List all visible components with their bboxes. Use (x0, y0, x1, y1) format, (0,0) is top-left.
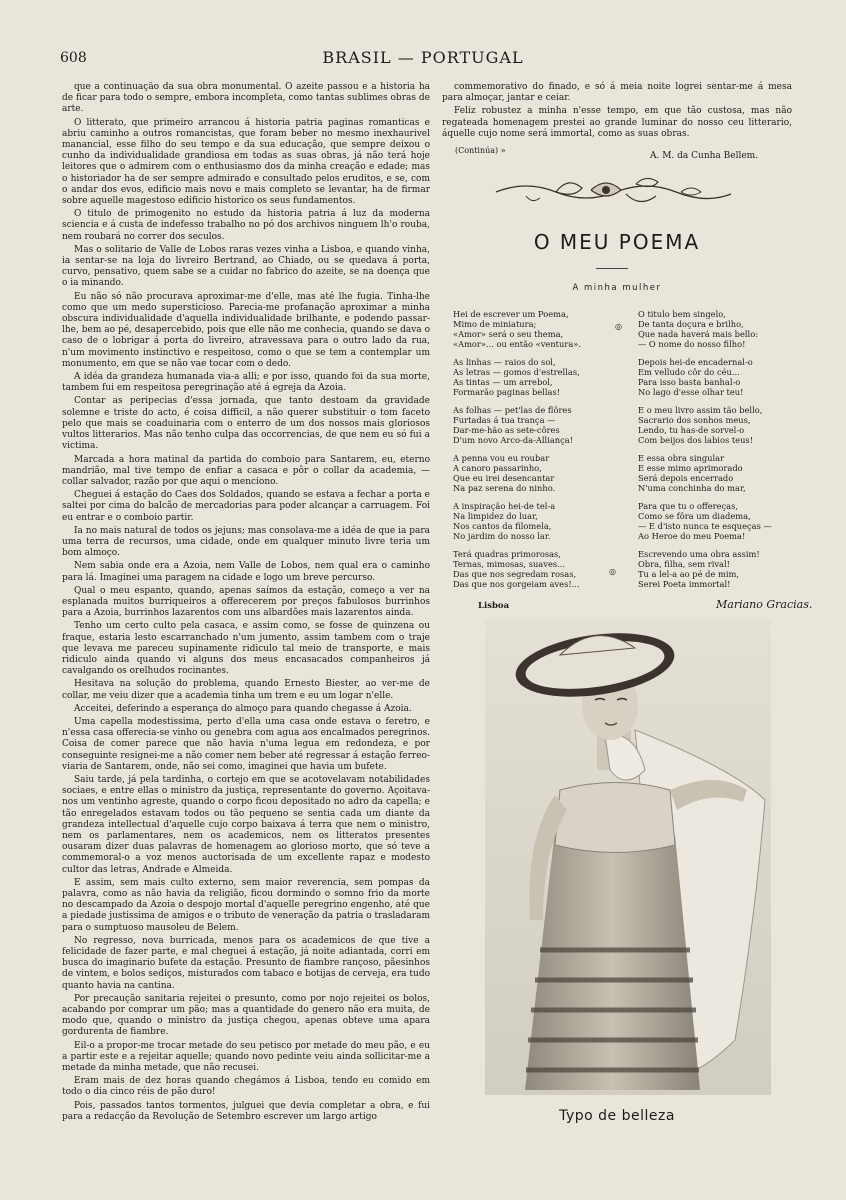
article-paragraph: A idéa da grandeza humanada via-a alli; e por isso, quando foi da sua morte, tambem fui em respeitosa peregrinação até á egreja da Azoia. (62, 372, 430, 394)
poem-line: Furtadas á tua trança — (453, 415, 556, 425)
poem-line: D'um novo Arco-da-Alliança! (453, 435, 574, 445)
poem-line: No lago d'esse olhar teu! (638, 387, 744, 397)
left-column-article (62, 82, 430, 1177)
article-paragraph: Acceitei, deferindo a esperança do almoço para quando chegasse á Azoia. (74, 703, 412, 714)
poem-line: As folhas — pet'las de flôres (453, 405, 572, 415)
article-paragraph: que a continuação da sua obra monumental. O azeite passou e a historia ha de ficar para todo o sempre, embora incompleta, como tantas sublimes obras de arte. (62, 82, 430, 115)
poem-line: O titulo bem singelo, (638, 309, 726, 319)
poem-line: As linhas — raios do sol, (453, 357, 556, 367)
poem-title: O MEU POEMA (533, 230, 701, 254)
poem-left-verses (453, 309, 608, 597)
article-paragraph: Cheguei á estação do Caes dos Soldados, quando se estava a fechar a porta e saltei por cima do balcão de mercadorias para poder alcançar a carruagem. Foi eu entrar e o comboio partir. (62, 490, 430, 523)
poem-line: A inspiração hei-de tel-a (453, 501, 556, 511)
poem-line: Ternas, mimosas, suaves... (453, 559, 566, 569)
poem-line: Formarão paginas bellas! (453, 387, 561, 397)
poem-line: — O nome do nosso filho! (638, 339, 746, 349)
poem-line: Com beijos dos labios teus! (638, 435, 754, 445)
poem-line: Dar-me-hão as sete-côres (453, 425, 560, 435)
poem-line: Mimo de miniatura; (453, 319, 537, 329)
poem-line: Serei Poeta immortal! (638, 579, 731, 589)
poem-line: Como se fôra um diadema, (638, 511, 751, 521)
poem-dedication: A minha mulher (572, 283, 662, 293)
poem-line: Na paz serena do ninho. (453, 483, 556, 493)
poem-line: E esse mimo aprimorado (638, 463, 743, 473)
poem-line: Tu a lel-a ao pé de mim, (638, 569, 740, 579)
poem-stanza (453, 357, 608, 397)
poem-stanza (453, 501, 608, 541)
article-paragraph: Nem sabia onde era a Azoia, nem Valle de Lobos, nem qual era o caminho para lá. Imaginei uma paragem na cidade e logo um breve percurso. (62, 561, 430, 583)
poem-line: Sacrario dos sonhos meus, (638, 415, 751, 425)
article-paragraph: Feliz robustez a minha n'esse tempo, em que tão custosa, mas não regateada homenagem prestei ao grande luminar do nosso ceu litterario, áquelle cujo nome será immortal, como as suas obras. (442, 106, 792, 139)
article-paragraph: Contar as peripecias d'essa jornada, que tanto destoam da gravidade solemne e triste do acto, é coisa difficil, a não querer substituir o tom faceto pelo que mais se coaduinaria com o enterro de um dos nossos mais gloriosos vultos litterarios. Mas não tenho culpa das occorrencias, de que nem eu só fui a victima. (62, 396, 430, 452)
article-paragraph: O titulo de primogenito no estudo da historia patria á luz da moderna sciencia e á custa de indefesso trabalho no pó dos archivos ninguem lh'o rouba, nem roubará no correr dos seculos. (62, 209, 430, 242)
article-paragraph: Eu não só não procurava aproximar-me d'elle, mas até lhe fugia. Tinha-lhe como que um medo supersticioso. Parecia-me profanação aproximar a minha obscura individualidade d'aquella individualidade brilhante, e podendo passar-lhe, bem ao pé, desapercebido, pois que elle não me conhecia, quando se dava o caso de o lobrigar á porta do livreiro, atravessava para o outro lado da rua, n'um movimento instinctivo e respeitoso, como o que se tem a contemplar um monumento, em que se não vae tocar com o dedo. (62, 291, 430, 369)
poem-line: Que nada haverá mais bello: (638, 329, 758, 339)
poem-line: Das que nos segredam rosas, (453, 569, 577, 579)
poem-line: A penna vou eu roubar (453, 453, 550, 463)
article-paragraph: Eil-o a propor-me trocar metade do seu petisco por metade do meu pão, e eu a partir este e a rejeitar aquelle; quando novo pedinte veiu ainda sollicitar-me a metade da minha metade, que não recusei. (62, 1040, 430, 1074)
poem-line: Das que nos gorgeiam aves!... (453, 579, 580, 589)
poem-line: Escrevendo uma obra assim! (638, 549, 760, 559)
poem-place: Lisboa (478, 601, 510, 611)
poem-stanza (638, 549, 808, 589)
poem-stanza (453, 309, 608, 349)
poem-line: «Amor»... ou então «ventura». (453, 339, 581, 349)
poem-line: As letras — gomos d'estrellas, (453, 367, 580, 377)
article-paragraph: E assim, sem mais culto externo, sem maior reverencia, sem pompas da palavra, como as não havia da religião, ficou dormindo o somno frio da morte no descampado da Azoia o despojo mortal d'aquelle peregrino engenho, até que a piedade justissima de amigos e o tributo de veneração da patria o trasladaram para o sumptuoso mausoleu de Belem. (62, 877, 430, 933)
article-paragraph: O litterato, que primeiro arrancou á historia patria paginas romanticas e abriu caminho a outros romancistas, que foram beber no mesmo inexhaurivel manancial, esse filho do seu tempo e da sua educação, que sempre deixou o cunho da individualidade grandiosa em todas as suas obras, já não terá hoje leitores que o admirem com o enthusiasmo dos da minha creação e edade; mas o historiador ha de ser sempre admirado e consultado pelos eruditos, e se, com o andar dos evos, edificio mais novo e mais completo se levantar, ha de firmar sobre aquelle magestoso edificio historico os seus fundamentos. (62, 117, 430, 207)
floral-ornament-icon (486, 170, 736, 215)
poem-stanza (453, 405, 608, 445)
poem-line: Na limpidez do luar, (453, 511, 538, 521)
poem-line: No jardim do nosso lar. (453, 531, 551, 541)
continua-note: (Continúa) » (455, 146, 506, 155)
poem-stanza (638, 501, 808, 541)
photo-caption: Typo de belleza (559, 1108, 675, 1124)
poem-line: Para que tu o offereças, (638, 501, 739, 511)
small-circle-ornament-icon: ◎ (615, 322, 622, 331)
poem-line: E essa obra singular (638, 453, 725, 463)
poem-line: Em velludo côr do céu... (638, 367, 740, 377)
poem-line: N'uma conchinha do mar, (638, 483, 746, 493)
article-paragraph: commemorativo do finado, e só á meia noite logrei sentar-me á mesa para almoçar, jantar e ceiar. (442, 82, 792, 104)
poem-line: As tintas — um arrebol, (453, 377, 553, 387)
article-paragraph: Qual o meu espanto, quando, apenas saímos da estação, começo a ver na esplanada muitos burriqueiros a offerecerem por preços fabulosos burrinhos para a Azoia, burrinhos lazarentos com uns albardões mais lazarentos ainda. (62, 585, 430, 619)
poem-line: A canoro passarinho, (453, 463, 542, 473)
poem-stanza (638, 453, 808, 493)
article-paragraph: Eram mais de dez horas quando chegámos á Lisboa, tendo eu comido em todo o dia cinco réis de pão duro! (62, 1076, 430, 1098)
poem-line: Para isso basta banhal-o (638, 377, 741, 387)
poem-stanza (453, 549, 608, 589)
title-divider (596, 268, 628, 269)
article-paragraph: Hesitava na solução do problema, quando Ernesto Biester, ao ver-me de collar, me veiu dizer que a academia tinha um trem e eu um logar n'elle. (62, 679, 430, 701)
poem-stanza (638, 357, 808, 397)
article-paragraph: Uma capella modestissima, perto d'ella uma casa onde estava o feretro, e n'essa casa offerecia-se vinho ou genebra com agua aos encalmados peregrinos. Coisa de comer parece que não havia n'uma legua em redondeza, e por conseguinte resignei-me a não comer nem beber até regressar á estação ferreo-viaria de Santarem, onde, não sei como, imaginei que havia um bufete. (62, 716, 430, 772)
poem-line: — E d'isto nunca te esqueças — (638, 521, 772, 531)
small-circle-ornament-icon: ◎ (609, 567, 616, 576)
article-paragraph: Mas o solitario de Valle de Lobos raras vezes vinha a Lisboa, e quando vinha, ia sentar-se na loja do livreiro Bertrand, ao Chiado, ou se quedava á porta, curvo, pensativo, quem sabe se a cuidar no fabrico do azeite, se na doença que o ia minando. (62, 244, 430, 289)
poem-line: «Amor» será o seu thema, (453, 329, 564, 339)
poem-line: Será depois encerrado (638, 473, 734, 483)
poem-stanza (638, 405, 808, 445)
poem-line: Obra, filha, sem rival! (638, 559, 730, 569)
article-paragraph: Por precaução sanitaria rejeitei o presunto, como por nojo rejeitei os bolos, acabando por comprar um pão; mas a quantidade do genero não era muita, de modo que, quando o ministro da justiça chegou, apenas obteve uma apara gordurenta de fiambre. (62, 993, 430, 1038)
poem-line: E o meu livro assim tão bello, (638, 405, 763, 415)
poem-stanza (638, 309, 808, 349)
poem-line: Que eu irei desencantar (453, 473, 555, 483)
poem-line: De tanta doçura e brilho, (638, 319, 744, 329)
page-number: 608 (60, 50, 87, 66)
woman-portrait-photo (485, 620, 771, 1095)
poem-line: Depois hei-de encadernal-o (638, 357, 753, 367)
poem-signer: Mariano Gracias. (716, 598, 813, 611)
article-paragraph: Pois, passados tantos tormentos, julguei que devia completar a obra, e fui para a redacção da Revolução de Setembro escrever um largo artigo (62, 1100, 430, 1122)
article-paragraph: Saiu tarde, já pela tardinha, o cortejo em que se acotovelavam notabilidades sociaes, e entre ellas o ministro da justiça, representante do governo. Açoitava-nos um ventinho agreste, quando o corpo ficou depositado no adro da capella; e tão enregelados estavam todos ou tão pequeno se sentia cada um diante da grandeza intellectual d'aquelle cujo corpo baixava á terra que nem o ministro, nem os parlamentares, nem os academicos, nem os litteratos presentes ousaram dizer duas palavras de homenagem ao glorioso morto, que só teve a commemoral-o a voz menos auctorisada de um excellente rapaz e modesto cultor das letras, Andrade e Almeida. (62, 774, 430, 875)
poem-stanza (453, 453, 608, 493)
article-paragraph: Marcada a hora matinal da partida do comboio para Santarem, eu, eterno mandrião, mal tive tempo de enfiar a casaca e pôr o collar da academia, — collar salvador, razão por que aqui o menciono. (62, 454, 430, 487)
poem-line: Hei de escrever um Poema, (453, 309, 569, 319)
article-paragraph: Tenho um certo culto pela casaca, e assim como, se fosse de quinzena ou fraque, estaria lesto escarranchado n'um jumento, assim tambem com o traje que levava me pareceu supinamente ridiculo tal meio de transporte, e mais ridiculo ainda quando vi alguns dos meus encasacados companheiros já cavalgando os orelhudos rocinantes. (62, 621, 430, 677)
running-header: BRASIL — PORTUGAL (322, 48, 524, 67)
right-column-article-end (442, 82, 792, 142)
poem-right-verses (638, 309, 808, 597)
poem-line: Lendo, tu has-de sorvel-o (638, 425, 745, 435)
article-paragraph: No regresso, nova burricada, menos para os academicos de que tive a felicidade de fazer parte, e mal cheguei á estação, já noite adiantada, corri em busca do imaginario bufete da estação. Presunto de fiambre rançoso, pãesinhos de vintem, e bolos sediços, misturados com tabaco e botijas de cerveja, era tudo quanto havia na cantina. (62, 935, 430, 991)
article-paragraph: Ia no mais natural de todos os jejuns; mas consolava-me a idéa de que ia para uma terra de recursos, uma cidade, onde em qualquer minuto livre teria um bom almoço. (62, 525, 430, 559)
poem-line: Terá quadras primorosas, (453, 549, 561, 559)
article-author: A. M. da Cunha Bellem. (650, 151, 759, 161)
poem-line: Ao Heroe do meu Poema! (638, 531, 746, 541)
poem-line: Nos cantos da filomela, (453, 521, 552, 531)
